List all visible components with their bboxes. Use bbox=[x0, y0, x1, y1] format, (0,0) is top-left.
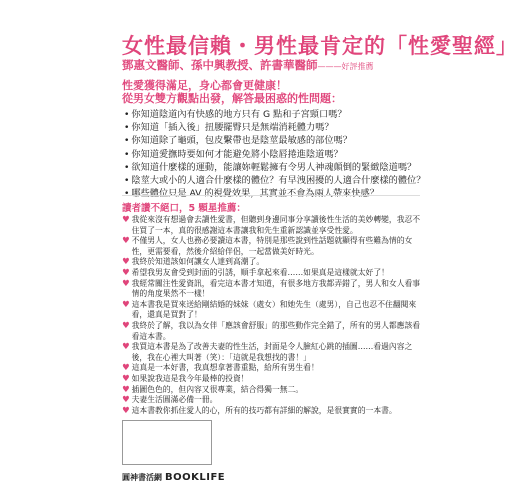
heart-bullet-icon: ♥ bbox=[122, 405, 130, 416]
heart-bullet-icon: ♥ bbox=[122, 320, 130, 331]
footer-text: 圓神書活網 bbox=[122, 473, 162, 482]
image-placeholder bbox=[122, 420, 212, 465]
list-item: ♥ 如果說我這是我今年最棒的投資！ bbox=[122, 373, 249, 384]
list-item: ♥ 這本書我是買來送給剛結婚的妹妹（處女）和她先生（處男），自己也忍不住翻閱來看，還真是買對了！ bbox=[122, 299, 417, 320]
bullet-icon: • bbox=[124, 148, 130, 160]
recommenders-names: 鄧惠文醫師、孫中興教授、許書華醫師 bbox=[122, 58, 318, 72]
bullet-icon: • bbox=[124, 188, 130, 200]
list-item: ♥ 這真是一本好書，我真想拿著書重點，給所有男生看！ bbox=[122, 363, 319, 374]
heart-bullet-icon: ♥ bbox=[122, 236, 130, 247]
section-intro-line1: 性愛獲得滿足，身心都會更健康！ bbox=[122, 79, 287, 92]
page-title: 女性最信賴・男性最肯定的「性愛聖經」 bbox=[122, 34, 518, 58]
list-item: • 你知道陰道內有快感的地方只有 G 點和子宮頸口嗎？ bbox=[124, 109, 347, 120]
list-item: ♥ 插圖色色的，但內容又很專業，結合得獨一無二。 bbox=[122, 384, 304, 395]
list-item: ♥ 這本書教你抓住愛人的心，所有的技巧都有詳細的解說，是很實實的一本書。 bbox=[122, 405, 397, 416]
heart-bullet-icon: ♥ bbox=[122, 267, 130, 278]
bullet-icon: • bbox=[124, 109, 130, 120]
list-item: • 你知道「插入後」扭腰擺臀只是無端消耗體力嗎？ bbox=[124, 122, 334, 134]
bullet-icon: • bbox=[124, 161, 130, 173]
heart-bullet-icon: ♥ bbox=[122, 257, 130, 268]
footer-brand: BOOKLIFE bbox=[165, 472, 226, 483]
list-item: ♥ 夫妻生活圓滿必備一冊。 bbox=[122, 395, 218, 406]
heart-bullet-icon: ♥ bbox=[122, 384, 130, 395]
bullet-icon: • bbox=[124, 135, 130, 147]
review-list bbox=[122, 215, 422, 416]
list-item: ♥ 不僅男人，女人也務必要讀這本書，特別是那些說到性話題就顯得有些難為情的女性，更需要看，然後介紹給伴侶，一起當做美好時光。 bbox=[122, 236, 413, 256]
question-list bbox=[124, 108, 425, 200]
heart-bullet-icon: ♥ bbox=[122, 278, 130, 289]
list-item: ♥ 我買這本書是為了改善夫妻的性生活，封面是令人臉紅心跳的插圖……看過內容之後，我在心裡大叫著（笑）：「這就是我想找的書！」 bbox=[122, 342, 413, 362]
heart-bullet-icon: ♥ bbox=[122, 373, 130, 384]
list-item: • 你知道除了龜頭，包皮繫帶也是陰莖最敏感的部位嗎？ bbox=[124, 135, 352, 147]
heart-bullet-icon: ♥ bbox=[122, 363, 130, 374]
section-intro bbox=[122, 79, 342, 105]
list-item: ♥ 我終於了解，我以為女伴「應該會舒服」的那些動作完全錯了，所有的男人都應該看看這本書。 bbox=[122, 320, 421, 341]
section-intro-line2: 從男女雙方觀點出發，解答最困惑的性問題： bbox=[122, 92, 342, 105]
bullet-icon: • bbox=[124, 122, 130, 134]
list-item: • 欲知道什麼樣的運動，能讓妳輕鬆擁有令男人神魂顛倒的緊緻陰道嗎？ bbox=[124, 161, 417, 173]
recommenders bbox=[122, 57, 374, 73]
divider bbox=[122, 195, 420, 196]
heart-bullet-icon: ♥ bbox=[122, 215, 130, 225]
list-item: • 哪些體位只是 AV 的視覺效果，其實並不會為兩人帶來快感？ bbox=[124, 188, 379, 200]
list-item: ♥ 我從來沒有想過會去讀性愛書，但聽到身邊同事分享讀後性生活的美妙轉變，我忍不住買了一本，真的很感謝這本書讓我和先生重新認識並享受性愛。 bbox=[122, 215, 421, 235]
heart-bullet-icon: ♥ bbox=[122, 342, 130, 353]
footer-logo bbox=[122, 472, 225, 483]
heart-bullet-icon: ♥ bbox=[122, 395, 130, 406]
heart-bullet-icon: ♥ bbox=[122, 299, 130, 310]
list-item: • 你知道愛撫時要如何才能避免將小陰唇捲進陰道嗎？ bbox=[124, 148, 343, 160]
list-item: • 陰莖大或小的人適合什麼樣的體位？有早洩困擾的人適合什麼樣的體位？ bbox=[124, 175, 426, 187]
bullet-icon: • bbox=[124, 175, 130, 187]
section-reviews-heading: 讀者讚不絕口，5 顆星推薦： bbox=[122, 203, 246, 214]
recommenders-note: ———好評推薦 bbox=[317, 62, 374, 71]
list-item: ♥ 我經常關注性愛資訊，看完這本書才知道，有很多地方我都弄錯了，男人和女人看事情的角度果然不一樣！ bbox=[122, 278, 421, 299]
list-item: ♥ 希望我男友會受到封面的引誘，順手拿起來看……如果真是這樣就太好了！ bbox=[122, 267, 389, 278]
list-item: ♥ 我終於知道該如何讓女人達到高潮了。 bbox=[122, 257, 265, 268]
